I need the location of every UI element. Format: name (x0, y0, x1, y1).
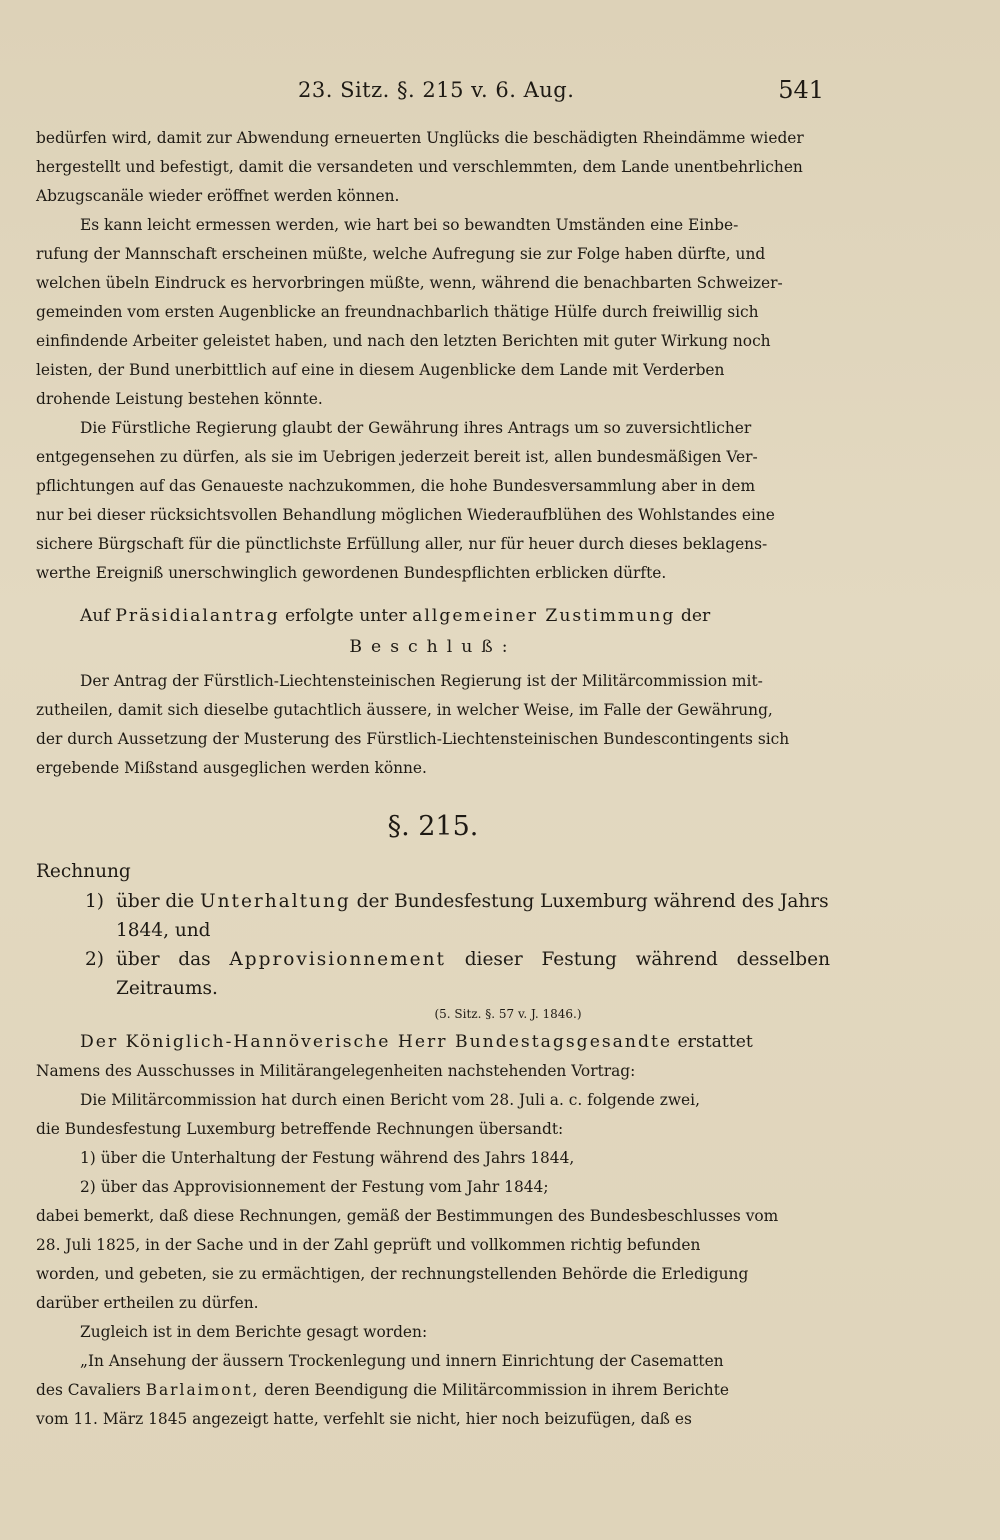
rapporteur-line (36, 1027, 830, 1057)
report-paragraph-3: Zugleich ist in dem Berichte gesagt worden: (80, 1323, 428, 1341)
resolution-intro-part: der (675, 606, 711, 626)
page-body (36, 124, 830, 1434)
paragraph-government-request: Die Fürstliche Regierung glaubt der Gewährung ihres Antrags um so zuversichtlicher entgegensehen zu dürfen, als sie im Uebrigen jederzeit bereit ist, allen bundesmäßigen Ver- pflichtungen auf das Genaueste nachzukommen, die hohe Bundesversammlung aber in dem nur bei dieser rücksichtsvollen Behandlung möglichen Wiederaufblühen des Wohlstandes eine sichere Bürgschaft für die pünctlichste Erfüllung aller, nur für heuer durch dieses beklagens- werthe Ereigniß unerschwinglich gewordenen Bundespflichten erblicken dürfte. (36, 419, 775, 582)
report-list-item: 1) über die Unterhaltung der Festung während des Jahrs 1844, (80, 1149, 575, 1167)
resolution-intro (36, 601, 830, 631)
topic-item-1-continuation: 1844, und (116, 920, 211, 941)
session-reference: (5. Sitz. §. 57 v. J. 1846.) (434, 1007, 582, 1021)
topic-label: Rechnung (36, 861, 131, 882)
quoted-report (36, 1347, 830, 1434)
resolution-text: Der Antrag der Fürstlich-Liechtensteinischen Regierung ist der Militärcommission mit- zutheilen, damit sich dieselbe gutachtlich äussere, in welcher Weise, im Falle der Gewährung, der durch Aussetzung der Musterung des Fürstlich-Liechtensteinischen Bundescontingents sich ergebende Mißstand ausgeglichen werden könne. (36, 672, 790, 777)
rapporteur-name: Der Königlich-Hannöverische Herr Bundestagsgesandte (80, 1032, 673, 1052)
topic-item-number: 2) (85, 949, 104, 970)
topic-item-2 (36, 945, 830, 1003)
paragraph-continuation: bedürfen wird, damit zur Abwendung erneuerten Unglücks die beschädigten Rheindämme wieder hergestellt und befestigt, damit die versandeten und verschlemmten, dem Lande unentbehrlichen Abzugscanäle wieder eröffnet werden können. (36, 129, 804, 205)
cavalier-name: Barlaimont, (145, 1381, 260, 1399)
topic-emphasis: Approvisionnement (229, 949, 446, 970)
topic-item-1 (36, 887, 830, 916)
paragraph-consequences: Es kann leicht ermessen werden, wie hart bei so bewandten Umständen eine Einbe- rufung der Mannschaft erscheinen müßte, welche Aufregung sie zur Folge haben dürfte, und welchen übeln Eindruck es hervorbringen müßte, wenn, während die benachbarten Schweizer- gemeinden vom ersten Augenblicke an freundnachbarlich thätige Hülfe durch freiwillig sich einfindende Arbeiter geleistet haben, und nach den letzten Berichten mit guter Wirkung noch leisten, der Bund unerbittlich auf eine in diesem Augenblicke dem Lande mit Verderben drohende Leistung bestehen könnte. (36, 216, 783, 408)
running-head: 23. Sitz. §. 215 v. 6. Aug. (298, 78, 575, 102)
topic-emphasis: Unterhaltung (200, 891, 351, 912)
topic-text-part: der Bundesfestung Luxemburg während des Jahrs (350, 891, 829, 912)
quote-part: „In Ansehung der äussern Trockenlegung und innern Einrichtung der Casematten des Cavaliers (36, 1352, 724, 1399)
topic-item-number: 1) (85, 891, 104, 912)
resolution-heading: Beschluß: (349, 637, 517, 657)
page-header (36, 76, 830, 112)
topic-item-text (116, 945, 830, 1003)
topic-text-part: über das (116, 949, 230, 970)
report-list (36, 1144, 830, 1202)
general-consent-term: allgemeiner Zustimmung (412, 606, 676, 626)
topic-text-part: dieser Festung während desselben Zeitraums. (116, 949, 830, 999)
report-paragraph-2: dabei bemerkt, daß diese Rechnungen, gemäß der Bestimmungen des Bundesbeschlusses vom 28. Juli 1825, in der Sache und in der Zahl geprüft und vollkommen richtig befunden worden, und gebeten, sie zu ermächtigen, der rechnungstellenden Behörde die Erledigung darüber ertheilen zu dürfen. (36, 1207, 779, 1312)
presidial-motion-term: Präsidialantrag (115, 606, 280, 626)
topic-list (36, 887, 830, 1003)
topic-item-text (116, 887, 829, 916)
rapporteur-verb: erstattet (672, 1032, 753, 1052)
report-list-item: 2) über das Approvisionnement der Festung vom Jahr 1844; (80, 1178, 549, 1196)
page-number: 541 (778, 76, 824, 104)
resolution-intro-part: erfolgte unter (279, 606, 413, 626)
quote-part: deren Beendigung die Militärcommission in ihrem Berichte vom 11. März 1845 angezeigt hatte, verfehlt sie nicht, hier noch beizufügen, daß es (36, 1381, 730, 1428)
section-title: §. 215. (387, 811, 479, 842)
topic-text-part: über die (116, 891, 201, 912)
rapporteur-line-2: Namens des Ausschusses in Militärangelegenheiten nachstehenden Vortrag: (36, 1062, 636, 1080)
resolution-intro-part: Auf (80, 606, 116, 626)
report-paragraph-1: Die Militärcommission hat durch einen Bericht vom 28. Juli a. c. folgende zwei, die Bundesfestung Luxemburg betreffende Rechnungen übersandt: (36, 1091, 700, 1138)
